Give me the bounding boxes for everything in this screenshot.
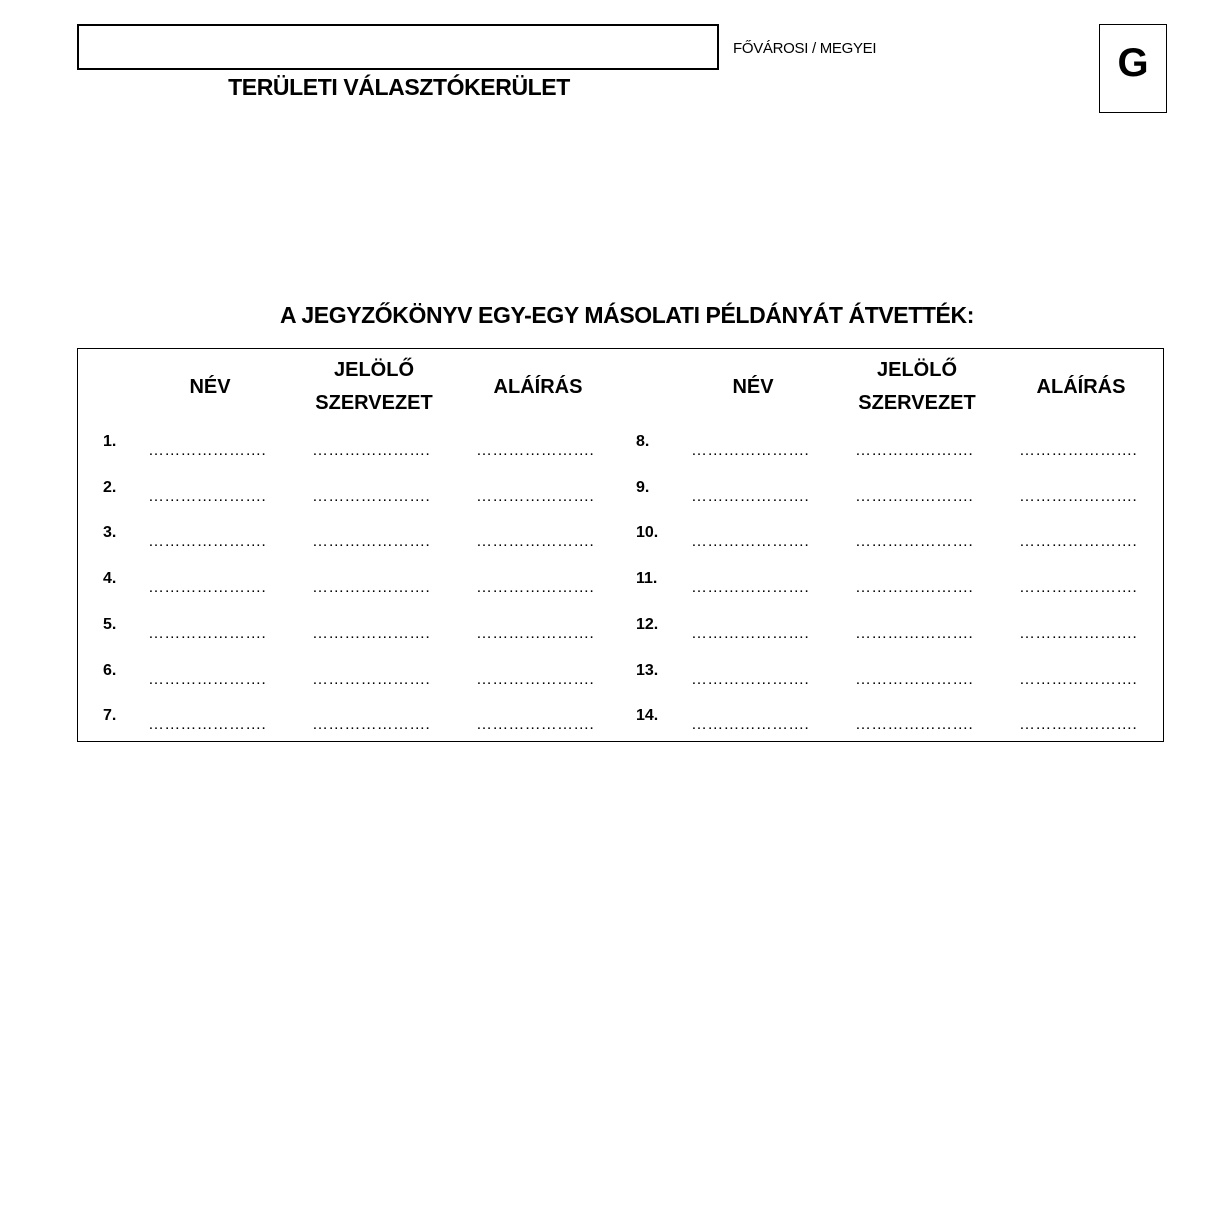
form-code: G (1117, 41, 1149, 85)
name-field[interactable]: …………………. (148, 579, 267, 597)
name-field[interactable]: …………………. (148, 670, 267, 688)
name-field[interactable]: …………………. (148, 624, 267, 642)
name-field[interactable]: …………………. (691, 670, 810, 688)
org-field[interactable]: …………………. (855, 716, 974, 734)
district-title: TERÜLETI VÁLASZTÓKERÜLET (228, 74, 570, 100)
org-field[interactable]: …………………. (312, 624, 431, 642)
col-header-org-left (284, 354, 464, 420)
row-number: 5. (103, 615, 117, 633)
name-field[interactable]: …………………. (691, 487, 810, 505)
org-field[interactable]: …………………. (312, 487, 431, 505)
row-number: 9. (636, 478, 650, 496)
row-number: 2. (103, 478, 117, 496)
org-field[interactable]: …………………. (855, 579, 974, 597)
org-field[interactable]: …………………. (312, 670, 431, 688)
org-field[interactable]: …………………. (855, 624, 974, 642)
col-header-name-right: NÉV (732, 376, 774, 398)
district-field[interactable] (77, 24, 719, 70)
org-field[interactable]: …………………. (312, 579, 431, 597)
form-code-box (1099, 24, 1167, 113)
row-number: 12. (636, 615, 659, 633)
org-field[interactable]: …………………. (312, 716, 431, 734)
district-caption: FŐVÁROSI / MEGYEI (733, 40, 877, 57)
row-number: 14. (636, 707, 659, 725)
row-number: 1. (103, 433, 117, 450)
signature-field[interactable]: …………………. (1019, 442, 1138, 459)
section-title: A JEGYZŐKÖNYV EGY-EGY MÁSOLATI PÉLDÁNYÁT ÁTVETTÉK: (280, 302, 974, 328)
org-field[interactable]: …………………. (312, 442, 431, 459)
org-field[interactable]: …………………. (855, 442, 974, 459)
name-field[interactable]: …………………. (691, 716, 810, 734)
signature-table (77, 348, 1164, 742)
org-field[interactable]: …………………. (855, 487, 974, 505)
signature-field[interactable]: …………………. (476, 487, 595, 505)
col-header-signature-right: ALÁÍRÁS (1036, 376, 1126, 398)
row-number: 4. (103, 570, 117, 588)
signature-field[interactable]: …………………. (476, 442, 595, 459)
row-number: 3. (103, 524, 117, 542)
col-header-org-line2: SZERVEZET (858, 392, 976, 414)
signature-field[interactable]: …………………. (476, 579, 595, 597)
org-field[interactable]: …………………. (312, 533, 431, 551)
name-field[interactable]: …………………. (148, 487, 267, 505)
signature-field[interactable]: …………………. (476, 716, 595, 734)
signature-field[interactable]: …………………. (476, 624, 595, 642)
name-field[interactable]: …………………. (691, 533, 810, 551)
signature-field[interactable]: …………………. (1019, 716, 1138, 734)
signature-field[interactable]: …………………. (476, 670, 595, 688)
signature-field[interactable]: …………………. (1019, 670, 1138, 688)
org-field[interactable]: …………………. (855, 533, 974, 551)
col-header-org-line1: JELÖLŐ (333, 359, 414, 381)
signature-field[interactable]: …………………. (1019, 624, 1138, 642)
col-header-signature-left: ALÁÍRÁS (493, 376, 583, 398)
signature-field[interactable]: …………………. (1019, 533, 1138, 551)
row-number: 8. (636, 433, 650, 450)
name-field[interactable]: …………………. (148, 716, 267, 734)
name-field[interactable]: …………………. (691, 624, 810, 642)
col-header-name-left: NÉV (189, 376, 231, 398)
name-field[interactable]: …………………. (148, 533, 267, 551)
name-field[interactable]: …………………. (148, 442, 267, 459)
signature-field[interactable]: …………………. (476, 533, 595, 551)
signature-field[interactable]: …………………. (1019, 487, 1138, 505)
signature-field[interactable]: …………………. (1019, 579, 1138, 597)
name-field[interactable]: …………………. (691, 442, 810, 459)
row-number: 7. (103, 707, 117, 725)
name-field[interactable]: …………………. (691, 579, 810, 597)
row-number: 11. (636, 570, 658, 588)
row-number: 10. (636, 524, 659, 542)
org-field[interactable]: …………………. (855, 670, 974, 688)
row-number: 6. (103, 661, 117, 679)
col-header-org-line1: JELÖLŐ (876, 359, 957, 381)
col-header-org-line2: SZERVEZET (315, 392, 433, 414)
row-number: 13. (636, 661, 659, 679)
col-header-org-right (827, 354, 1007, 420)
